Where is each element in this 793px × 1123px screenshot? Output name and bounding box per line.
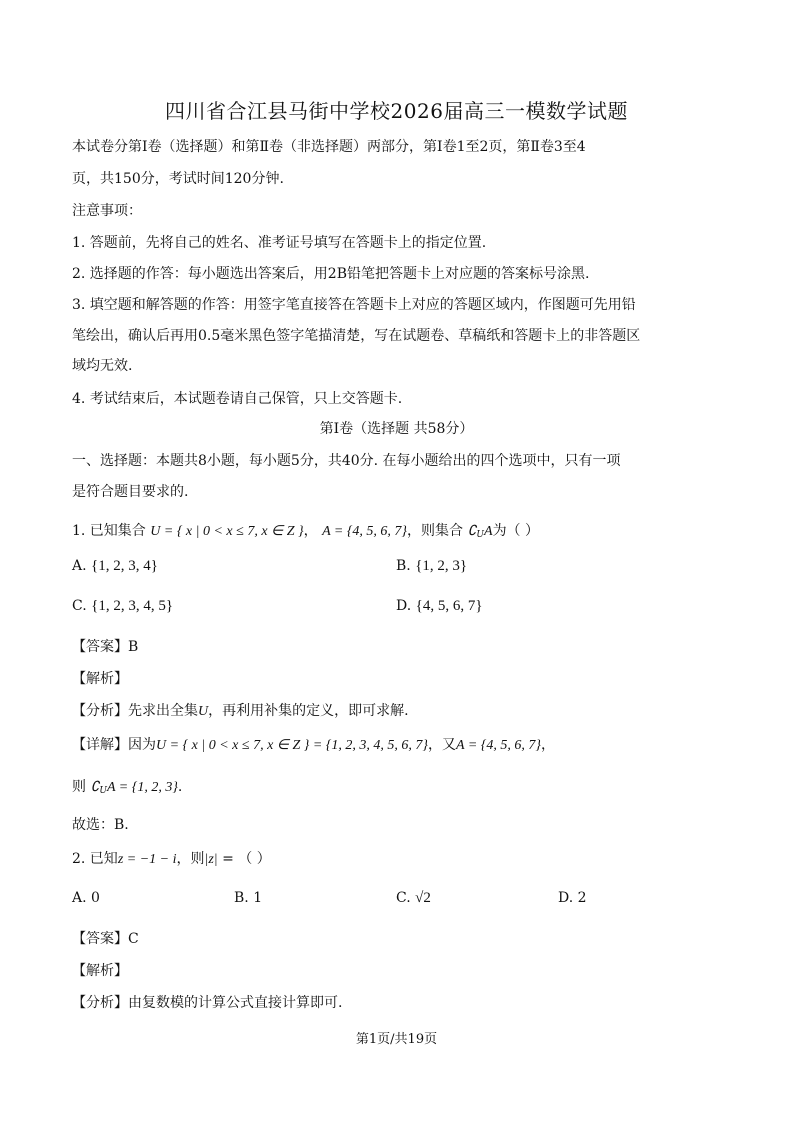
- q1-choice: 故选：B.: [72, 817, 129, 833]
- q1-mid: ，则集合: [407, 523, 464, 539]
- q1-option-c-label: C.: [72, 598, 87, 614]
- q1-option-c: [72, 598, 173, 615]
- q1-option-a: [72, 558, 158, 575]
- q1-set-a: A = {4, 5, 6, 7}: [322, 524, 408, 539]
- page-footer: 第1页/共19页: [355, 1032, 438, 1047]
- q1-option-b-value: {1, 2, 3}: [415, 558, 468, 574]
- q2-equation: z = −1 − i: [117, 852, 177, 867]
- q1-option-b: [396, 558, 467, 575]
- q2-suffix: = （ ）: [217, 851, 271, 867]
- q1-fenxi-tag: 【分析】: [72, 703, 128, 719]
- q1-option-d-value: {4, 5, 6, 7}: [415, 598, 483, 614]
- notice-item-1: 1. 答题前，先将自己的姓名、准考证号填写在答题卡上的指定位置.: [72, 235, 487, 251]
- q2-mid: ，则: [176, 851, 205, 867]
- q1-then-end: .: [177, 779, 183, 795]
- q1-fenxi-text-a: 先求出全集: [128, 703, 198, 719]
- notice-item-2: 2. 选择题的作答：每小题选出答案后，用2B铅笔把答题卡上对应题的答案标号涂黑.: [72, 266, 590, 282]
- q1-option-b-label: B.: [396, 558, 411, 574]
- q1-detail: [72, 734, 555, 754]
- q2-option-c: [396, 890, 431, 907]
- notice-heading: 注意事项：: [72, 203, 142, 219]
- section-desc-2: 是符合题目要求的.: [72, 484, 189, 500]
- notice-item-3c: 域均无效.: [72, 358, 133, 374]
- q1-complement-symbol: ∁: [467, 524, 477, 539]
- q1-detail-text-b: ，又: [428, 737, 457, 753]
- q1-set-u: U = { x | 0 < x ≤ 7, x ∈ Z }: [150, 524, 304, 539]
- q2-fenxi: 【分析】由复数模的计算公式直接计算即可.: [72, 995, 343, 1011]
- question-2-stem: [72, 848, 271, 868]
- page-title: 四川省合江县马街中学校2026届高三一模数学试题: [165, 99, 628, 123]
- q1-then-eq: A = {1, 2, 3}: [106, 780, 178, 795]
- q1-then: 则: [72, 779, 86, 795]
- section-desc-1: 一、选择题：本题共8小题，每小题5分，共40分. 在每小题给出的四个选项中，只有一项: [72, 453, 621, 469]
- q1-detail-eq: U = { x | 0 < x ≤ 7, x ∈ Z } = {1, 2, 3, 4, 5, 6, 7}: [156, 738, 429, 753]
- q1-detail-text-a: 因为: [128, 737, 156, 753]
- q2-answer: 【答案】C: [72, 931, 139, 947]
- intro-line-2: 页，共150分，考试时间120分钟.: [72, 171, 284, 187]
- q1-then-complement-symbol: ∁: [90, 780, 100, 795]
- q2-option-c-label: C.: [396, 890, 411, 906]
- question-1-stem: [72, 520, 539, 540]
- q1-fenxi-var: U: [198, 704, 209, 719]
- q1-option-c-value: {1, 2, 3, 4, 5}: [91, 598, 174, 614]
- q2-option-b: B. 1: [234, 890, 263, 906]
- q1-comma: ，: [303, 523, 318, 539]
- q2-modulus: |z|: [204, 852, 218, 867]
- q1-detail-text-c: ，: [540, 737, 555, 753]
- notice-item-3a: 3. 填空题和解答题的作答：用签字笔直接答在答题卡上对应的答题区域内，作图题可先用铅: [72, 297, 636, 313]
- q1-complement-var: A: [484, 524, 493, 539]
- q1-option-a-label: A.: [72, 558, 87, 574]
- q1-then-complement-sub: U: [99, 786, 107, 796]
- q2-prefix: 2. 已知: [72, 851, 118, 867]
- q2-option-d: D. 2: [558, 890, 587, 906]
- q1-option-d: [396, 598, 483, 615]
- q1-fenxi: [72, 700, 409, 720]
- section-heading: 第Ⅰ卷（选择题 共58分）: [319, 421, 474, 437]
- q1-option-d-label: D.: [396, 598, 412, 614]
- q2-analysis-tag: 【解析】: [72, 963, 128, 979]
- q1-option-a-value: {1, 2, 3, 4}: [91, 558, 158, 574]
- q1-detail-tag: 【详解】: [72, 737, 128, 753]
- q1-analysis-tag: 【解析】: [72, 671, 128, 687]
- q1-answer: 【答案】B: [72, 639, 139, 655]
- q2-option-a: A. 0: [72, 890, 100, 906]
- q1-suffix: 为（ ）: [492, 523, 540, 539]
- notice-item-4: 4. 考试结束后，本试题卷请自己保管，只上交答题卡.: [72, 391, 403, 407]
- q1-conclusion: [72, 776, 182, 796]
- q1-fenxi-text-b: ，再利用补集的定义，即可求解.: [208, 703, 409, 719]
- intro-line-1: 本试卷分第Ⅰ卷（选择题）和第Ⅱ卷（非选择题）两部分，第Ⅰ卷1至2页，第Ⅱ卷3至4: [72, 139, 586, 155]
- q1-prefix: 1. 已知集合: [72, 523, 146, 539]
- q1-detail-eq2: A = {4, 5, 6, 7}: [456, 738, 541, 753]
- notice-item-3b: 笔绘出，确认后再用0.5毫米黑色签字笔描清楚，写在试题卷、草稿纸和答题卡上的非答题区: [72, 328, 641, 344]
- q2-option-c-value: √2: [415, 890, 431, 906]
- q1-complement-sub: U: [476, 530, 484, 540]
